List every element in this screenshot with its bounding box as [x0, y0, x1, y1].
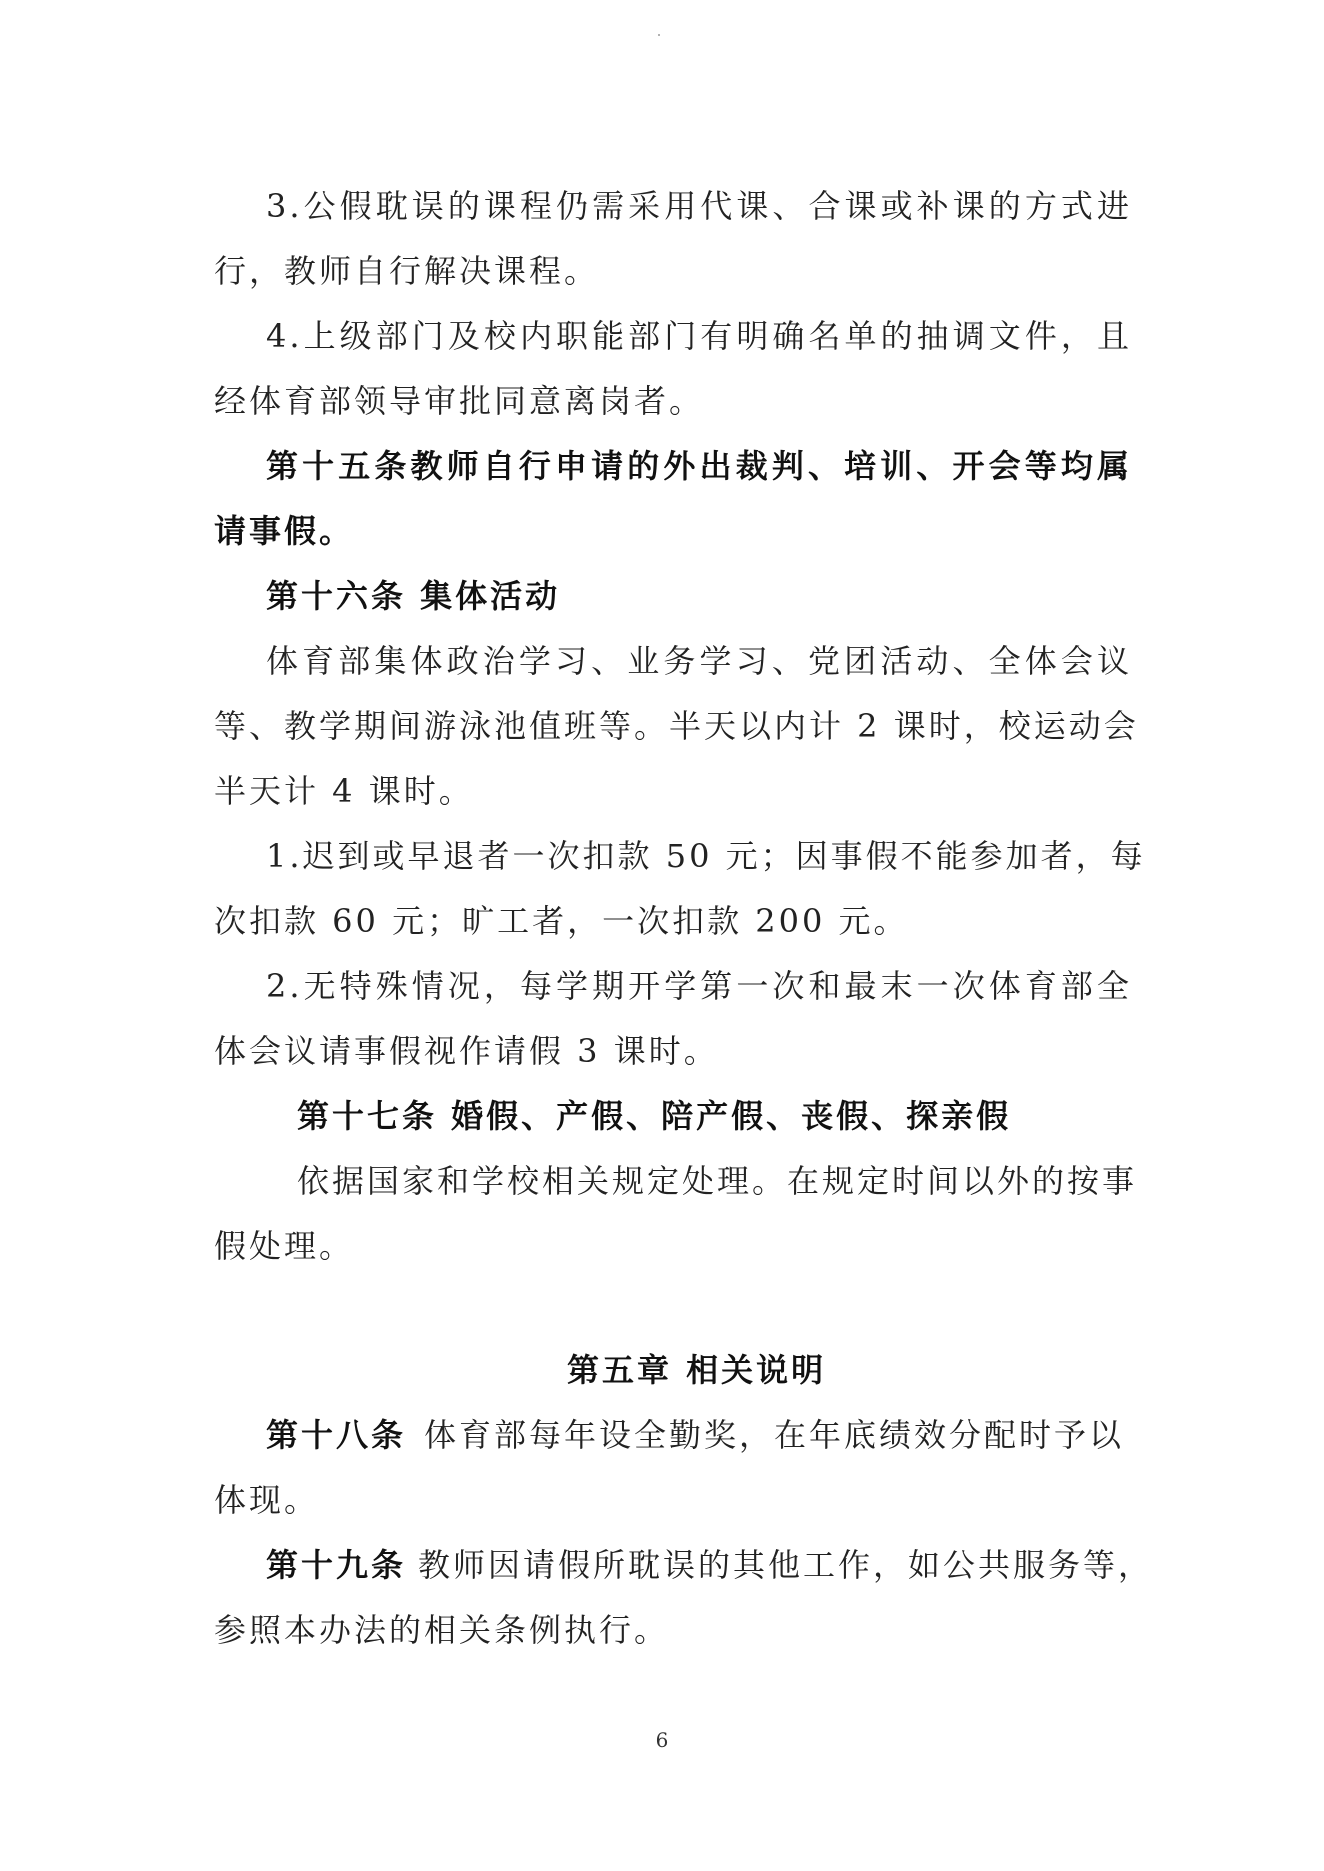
text-line: 1.迟到或早退者一次扣款 50 元；因事假不能参加者，每 [266, 837, 1146, 875]
text-line: 2.无特殊情况，每学期开学第一次和最末一次体育部全 [266, 967, 1132, 1005]
article-19-label: 第十九条 [266, 1546, 407, 1584]
page-number: 6 [655, 1728, 669, 1752]
article-15-heading-cont: 请事假。 [214, 512, 355, 550]
article-16-heading: 第十六条 集体活动 [266, 577, 561, 615]
text-line: 3.公假耽误的课程仍需采用代课、合课或补课的方式进 [266, 187, 1132, 225]
text-line: 等、教学期间游泳池值班等。半天以内计 2 课时，校运动会 [214, 707, 1139, 745]
article-15-heading: 第十五条教师自行申请的外出裁判、培训、开会等均属 [266, 447, 1132, 485]
text-line: 次扣款 60 元；旷工者，一次扣款 200 元。 [214, 902, 909, 940]
text-line: 依据国家和学校相关规定处理。在规定时间以外的按事 [297, 1162, 1138, 1200]
text-line: 行，教师自行解决课程。 [214, 252, 600, 290]
text-line: 第十八条 体育部每年设全勤奖，在年底绩效分配时予以 [266, 1416, 1125, 1454]
text-line: 体育部集体政治学习、业务学习、党团活动、全体会议 [266, 642, 1132, 680]
chapter-5-heading: 第五章 相关说明 [567, 1351, 827, 1389]
text-line: 第十九条 教师因请假所耽误的其他工作，如公共服务等， [266, 1546, 1154, 1584]
text-line: 参照本办法的相关条例执行。 [214, 1611, 670, 1649]
text-line: 4.上级部门及校内职能部门有明确名单的抽调文件，且 [266, 317, 1132, 355]
article-18-label: 第十八条 [266, 1416, 407, 1454]
text-line: 半天计 4 课时。 [214, 772, 474, 810]
article-17-heading: 第十七条 婚假、产假、陪产假、丧假、探亲假 [297, 1097, 1012, 1135]
scan-artifact-dot [658, 34, 660, 36]
text-line: 体现。 [214, 1481, 320, 1519]
text-line: 假处理。 [214, 1227, 355, 1265]
text-line: 经体育部领导审批同意离岗者。 [214, 382, 705, 420]
text-line: 体会议请事假视作请假 3 课时。 [214, 1032, 719, 1070]
